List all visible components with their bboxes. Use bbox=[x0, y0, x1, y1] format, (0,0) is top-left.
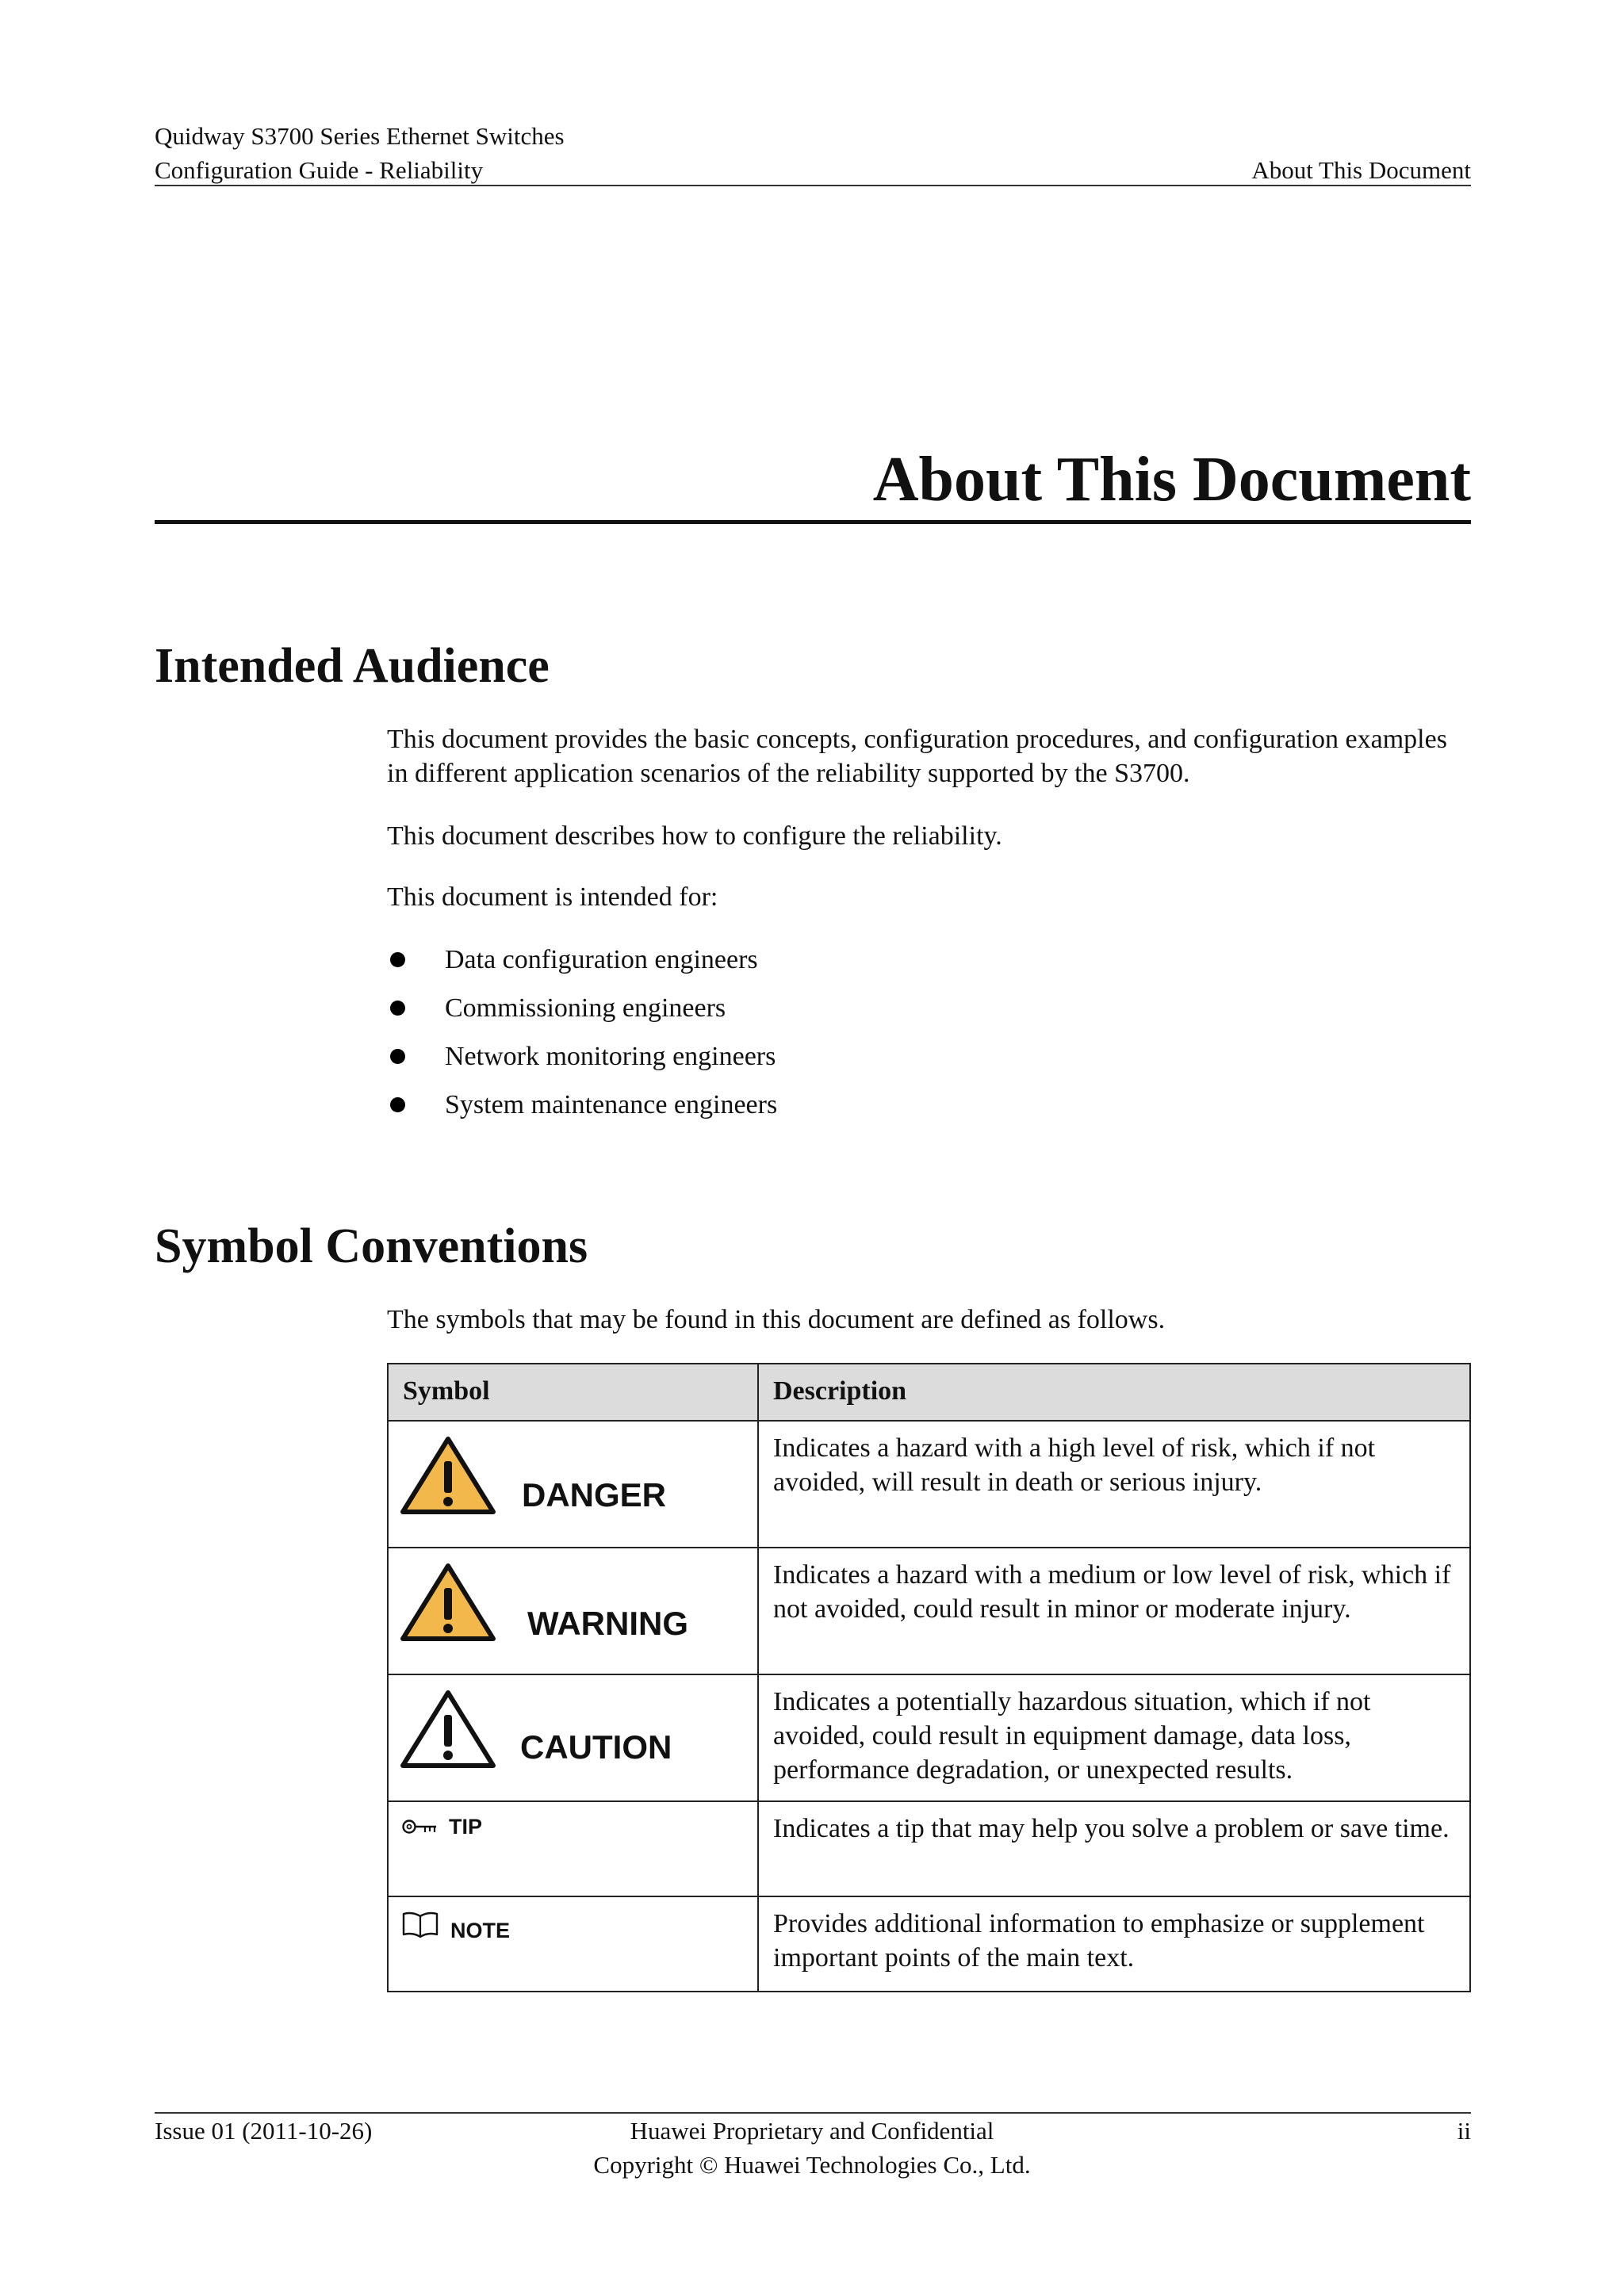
header-section: About This Document bbox=[1251, 156, 1471, 184]
danger-label: DANGER bbox=[522, 1476, 667, 1513]
danger-description: Indicates a hazard with a high level of risk, which if not avoided, will result in death or serious injury. bbox=[758, 1421, 1470, 1548]
caution-icon bbox=[400, 1689, 496, 1769]
footer-copyright: Copyright © Huawei Technologies Co., Ltd. bbox=[593, 2151, 1031, 2179]
column-header-description: Description bbox=[758, 1364, 1470, 1421]
intended-audience-heading: Intended Audience bbox=[155, 639, 550, 693]
symbol-conventions-heading: Symbol Conventions bbox=[155, 1219, 588, 1273]
list-item: Commissioning engineers bbox=[387, 984, 777, 1032]
column-header-symbol: Symbol bbox=[388, 1364, 758, 1421]
list-item: Network monitoring engineers bbox=[387, 1032, 777, 1081]
table-row bbox=[388, 1548, 1470, 1674]
warning-description: Indicates a hazard with a medium or low level of risk, which if not avoided, could result in minor or moderate injury. bbox=[758, 1548, 1470, 1674]
table-row bbox=[388, 1421, 1470, 1548]
caution-label: CAUTION bbox=[520, 1728, 672, 1766]
title-rule bbox=[155, 520, 1471, 524]
table-row bbox=[388, 1801, 1470, 1896]
table-header-row bbox=[388, 1364, 1470, 1421]
audience-list bbox=[387, 936, 777, 1129]
header-guide: Configuration Guide - Reliability bbox=[155, 156, 484, 184]
list-item: Data configuration engineers bbox=[387, 936, 777, 984]
symbol-conventions-intro: The symbols that may be found in this document are defined as follows. bbox=[387, 1305, 1166, 1334]
intended-audience-paragraph-3: This document is intended for: bbox=[387, 882, 718, 912]
header-product: Quidway S3700 Series Ethernet Switches bbox=[155, 122, 565, 150]
book-icon bbox=[401, 1910, 439, 1938]
footer-issue: Issue 01 (2011-10-26) bbox=[155, 2117, 373, 2145]
tip-label: TIP bbox=[449, 1815, 483, 1839]
bullet-icon bbox=[390, 1097, 405, 1112]
page-title: About This Document bbox=[872, 445, 1471, 515]
note-description: Provides additional information to emphasize or supplement important points of the main text. bbox=[758, 1896, 1470, 1992]
bullet-icon bbox=[390, 1001, 405, 1016]
warning-icon bbox=[400, 1563, 496, 1642]
bullet-icon bbox=[390, 1049, 405, 1064]
table-row bbox=[388, 1674, 1470, 1801]
intended-audience-paragraph-1: This document provides the basic concepts, configuration procedures, and configuration examples in different application scenarios of the reliability supported by the S3700. bbox=[387, 725, 1447, 788]
footer-confidential: Huawei Proprietary and Confidential bbox=[630, 2117, 994, 2145]
footer-center bbox=[0, 2114, 1624, 2182]
bullet-icon bbox=[390, 952, 405, 967]
key-icon bbox=[401, 1816, 438, 1837]
list-item: System maintenance engineers bbox=[387, 1081, 777, 1129]
footer-page-number: ii bbox=[1457, 2117, 1471, 2145]
table-row bbox=[388, 1896, 1470, 1992]
warning-label: WARNING bbox=[527, 1605, 688, 1642]
intended-audience-paragraph-2: This document describes how to configure the reliability. bbox=[387, 821, 1002, 851]
danger-icon bbox=[400, 1436, 496, 1515]
symbol-table bbox=[387, 1363, 1471, 1992]
caution-description: Indicates a potentially hazardous situation, which if not avoided, could result in equipment damage, data loss, performance degradation, or unexpected results. bbox=[758, 1674, 1470, 1801]
note-label: NOTE bbox=[450, 1919, 511, 1942]
header-rule bbox=[155, 185, 1471, 186]
running-header bbox=[155, 119, 565, 187]
tip-description: Indicates a tip that may help you solve a problem or save time. bbox=[758, 1801, 1470, 1896]
